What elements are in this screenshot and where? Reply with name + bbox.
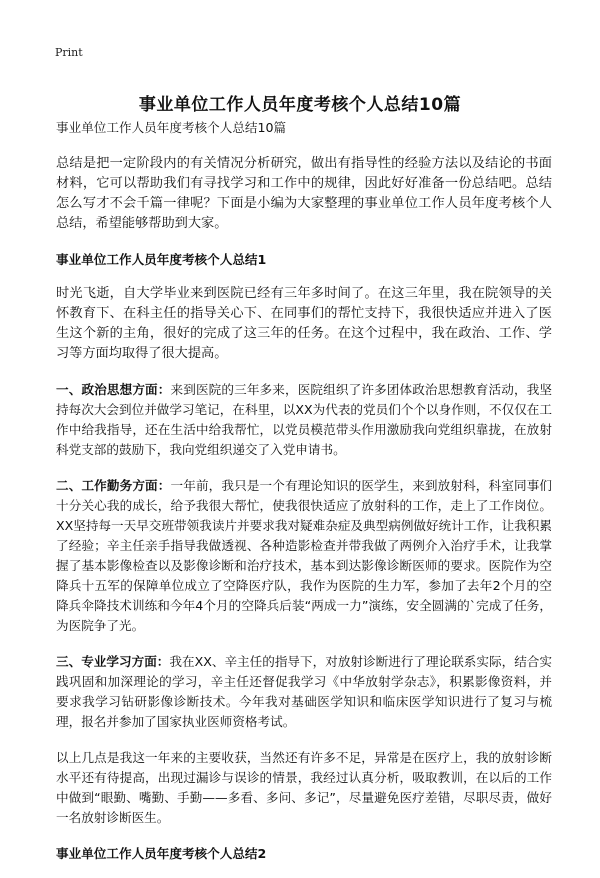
study-body: 我在XX、辛主任的指导下，对放射诊断进行了理论联系实际，结合实践巩固和加深理论的学习，辛主任还督促我学习《中华放射学杂志》，积累影像资料，并要求我学习钻研影像诊断技术。今年我对基础医学知识和临床医学知识进行了复习与梳理，报名并参加了国家执业医师资格考试。 xyxy=(56,654,552,729)
section-1-intro: 时光飞逝，自大学毕业来到医院已经有三年多时间了。在这三年里，我在院领导的关怀教育下、在科主任的指导关心下、在同事们的帮忙支持下，我很快适应并进入了医生这个新的主角，很好的完成了这三年的任务。在这个过程中，我在政治、工作、学习等方面均取得了很大提高。 xyxy=(56,286,552,361)
print-label[interactable]: Print xyxy=(55,46,83,59)
political-body: 来到医院的三年多来，医院组织了许多团体政治思想教育活动，我坚持每次大会到位并做学习笔记，在科里，以XX为代表的党员们个个以身作则，不仅仅在工作中给我指导，还在生活中给我帮忙，以党员模范带头作用激励我向党组织靠拢，在放射科党支部的鼓励下，我向党组织递交了入党申请书。 xyxy=(56,382,553,457)
political-paragraph xyxy=(56,380,552,460)
work-paragraph xyxy=(56,476,552,636)
page-title: 事业单位工作人员年度考核个人总结10篇 xyxy=(138,95,462,116)
study-paragraph xyxy=(56,652,552,732)
political-lead: 一、政治思想方面： xyxy=(56,382,171,397)
work-lead: 二、工作勤务方面： xyxy=(56,478,171,493)
study-lead: 三、专业学习方面： xyxy=(56,654,170,669)
document-body xyxy=(56,118,552,878)
section-1-heading: 事业单位工作人员年度考核个人总结1 xyxy=(56,252,267,267)
summary-paragraph: 总结是把一定阶段内的有关情况分析研究，做出有指导性的经验方法以及结论的书面材料，它可以帮助我们有寻找学习和工作中的规律，因此好好准备一份总结吧。总结怎么写才不会千篇一律呢？下面是小编为大家整理的事业单位工作人员年度考核个人总结，希望能够帮助到大家。 xyxy=(56,156,552,231)
conclusion-paragraph: 以上几点是我这一年来的主要收获，当然还有许多不足，异常是在医疗上，我的放射诊断水平还有待提高，出现过漏诊与误诊的情景，我经过认真分析，吸取教训，在以后的工作中做到“眼勤、嘴勤、手勤——多看、多问、多记”，尽量避免医疗差错，尽职尽责，做好一名放射诊断医生。 xyxy=(56,750,552,825)
document-subtitle: 事业单位工作人员年度考核个人总结10篇 xyxy=(56,120,287,135)
work-body: 一年前，我只是一个有理论知识的医学生，来到放射科，科室同事们十分关心我的成长，给予我很大帮忙，使我很快适应了放射科的工作，走上了工作岗位。XX坚持每一天早交班带领我读片并要求我对疑难杂症及典型病例做好统计工作，让我积累了经验；辛主任亲手指导我做透视、各种造影检查并带我做了两例介入治疗手术，让我掌握了基本影像检查以及影像诊断和治疗技术，基本到达影像诊断医师的要求。医院作为空降兵十五军的保障单位成立了空降医疗队，我作为医院的生力军，参加了去年2个月的空降兵伞降技术训练和今年4个月的空降兵后装“两成一力”演练，安全圆满的`完成了任务，为医院争了光。 xyxy=(56,478,553,633)
section-2-heading: 事业单位工作人员年度考核个人总结2 xyxy=(56,846,267,861)
